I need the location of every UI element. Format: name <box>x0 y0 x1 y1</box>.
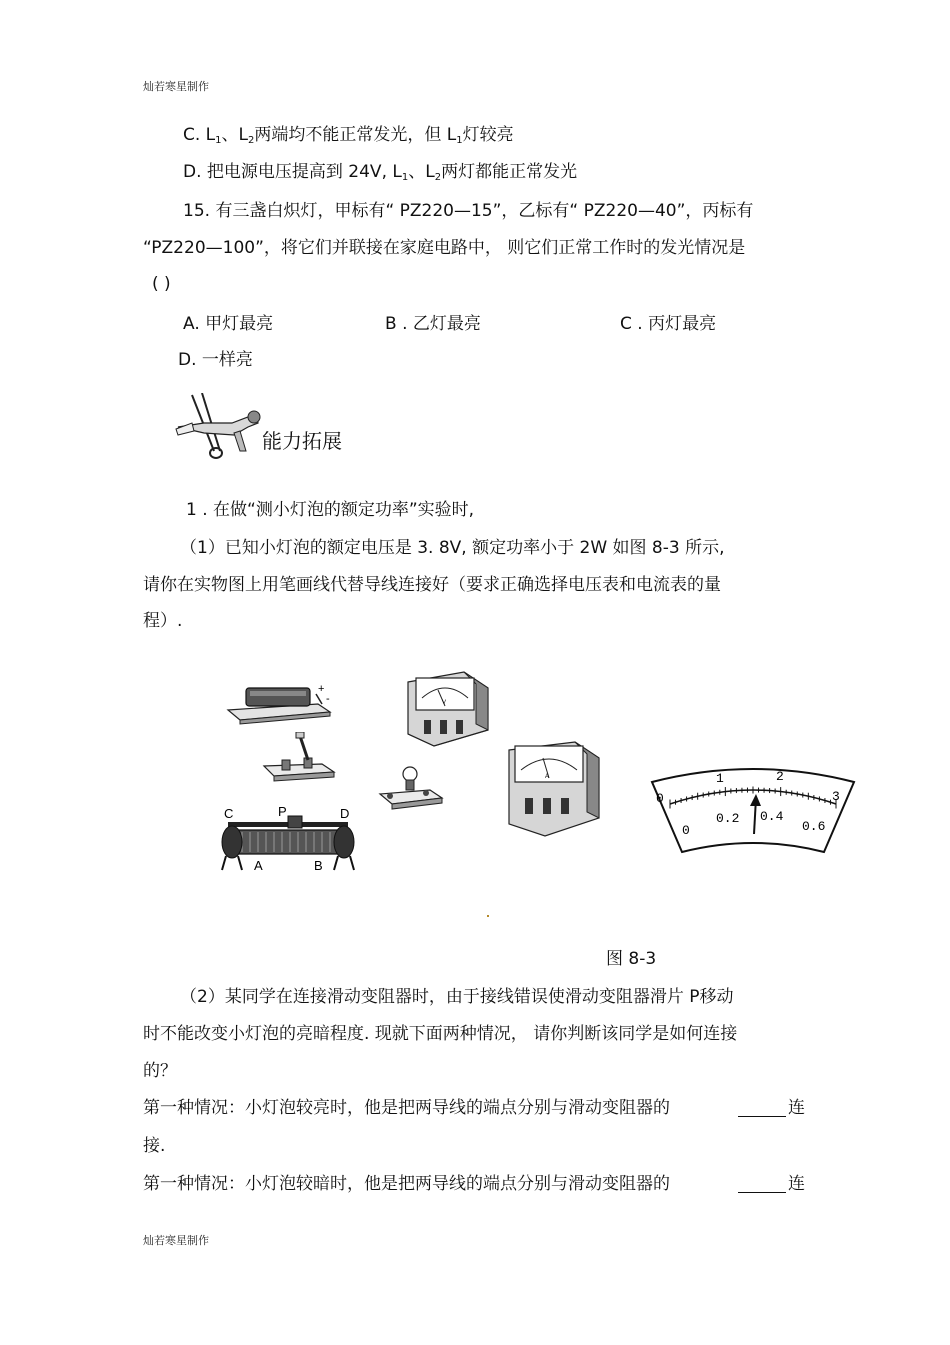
option-d-text-c: 两灯都能正常发光 <box>441 162 578 182</box>
battery-box-figure <box>222 680 337 725</box>
footer-watermark: 灿若寒星制作 <box>143 1234 209 1247</box>
dial-top-3: 3 <box>832 789 840 804</box>
option-c-text-b: 、L <box>221 125 249 145</box>
svg-text:V: V <box>442 700 447 706</box>
voltmeter-figure <box>404 668 494 748</box>
option-d-text-a: D. 把电源电压提高到 24V, L <box>183 162 402 182</box>
rheostat-label-d: D <box>340 806 350 821</box>
problem-1-intro: 1 . 在做“测小灯泡的额定功率”实验时, <box>186 500 475 520</box>
q15-line1: 15. 有三盏白炽灯，甲标有“ PZ220—15”，乙标有“ PZ220—40”，丙标有 <box>183 201 754 221</box>
option-c-text-a: C. L <box>183 125 216 145</box>
header-watermark: 灿若寒星制作 <box>143 80 209 93</box>
svg-text:A: A <box>545 774 550 780</box>
dial-bottom-2: 0.4 <box>760 809 784 824</box>
problem-1-part2-line2: 时不能改变小灯泡的亮暗程度. 现就下面两种情况， 请你判断该同学是如何连接 <box>143 1024 738 1044</box>
figure-caption: 图 8-3 <box>606 949 657 969</box>
problem-1-part1-line3: 程）. <box>143 611 183 631</box>
battery-plus-label: + <box>318 683 325 695</box>
section-title: 能力拓展 <box>262 429 342 453</box>
case1-tail: 连 <box>788 1098 805 1118</box>
gymnast-icon <box>174 393 262 463</box>
q15-line3: ( ) <box>152 274 171 294</box>
bulb-figure <box>376 764 446 812</box>
subscript: 2 <box>434 172 442 183</box>
case1-answer-blank[interactable] <box>738 1100 786 1117</box>
q15-line2: “PZ220—100”，将它们并联接在家庭电路中， 则它们正常工作时的发光情况是 <box>143 238 746 258</box>
option-c-text-d: 灯较亮 <box>462 125 514 145</box>
rheostat-label-b: B <box>314 858 323 873</box>
dial-top-2: 2 <box>776 769 784 784</box>
q15-option-c: C . 丙灯最亮 <box>620 314 717 334</box>
dial-top-1: 1 <box>716 771 724 786</box>
rheostat-label-p: P <box>278 804 287 819</box>
case1-line: 第一种情况：小灯泡较亮时，他是把两导线的端点分别与滑动变阻器的 <box>143 1098 670 1118</box>
rheostat-label-c: C <box>224 806 234 821</box>
dial-top-0: 0 <box>656 791 664 806</box>
case2-tail: 连 <box>788 1174 805 1194</box>
rheostat-label-a: A <box>254 858 263 873</box>
problem-1-part2-line3: 的？ <box>143 1061 177 1081</box>
dial-bottom-3: 0.6 <box>802 819 826 834</box>
q15-option-d: D. 一样亮 <box>178 350 253 370</box>
dial-bottom-0: 0 <box>682 823 690 838</box>
ammeter-dial-figure <box>648 762 858 854</box>
subscript: 1 <box>456 135 463 146</box>
rheostat-figure <box>218 800 358 875</box>
q15-option-a: A. 甲灯最亮 <box>183 314 274 334</box>
subscript: 1 <box>401 172 409 183</box>
subscript: 2 <box>248 135 255 146</box>
battery-minus-label: - <box>326 693 330 705</box>
subscript: 1 <box>215 135 222 146</box>
option-d-text-b: 、L <box>408 162 435 182</box>
option-c-text-c: 两端均不能正常发光，但 L <box>254 125 457 145</box>
switch-figure <box>260 732 340 782</box>
q15-option-b: B . 乙灯最亮 <box>385 314 481 334</box>
case1-line2: 接. <box>143 1136 166 1156</box>
problem-1-part1-line1: （1）已知小灯泡的额定电压是 3. 8V, 额定功率小于 2W 如图 8-3 所示, <box>180 538 725 558</box>
dial-bottom-1: 0.2 <box>716 811 740 826</box>
option-c <box>183 124 514 152</box>
case2-line: 第一种情况：小灯泡较暗时，他是把两导线的端点分别与滑动变阻器的 <box>143 1174 670 1194</box>
stray-dot <box>487 915 489 917</box>
option-d <box>183 161 577 189</box>
ammeter-figure <box>505 738 605 838</box>
case2-answer-blank[interactable] <box>738 1176 786 1193</box>
problem-1-part2-line1: （2）某同学在连接滑动变阻器时，由于接线错误使滑动变阻器滑片 P移动 <box>180 987 734 1007</box>
problem-1-part1-line2: 请你在实物图上用笔画线代替导线连接好（要求正确选择电压表和电流表的量 <box>143 575 721 595</box>
